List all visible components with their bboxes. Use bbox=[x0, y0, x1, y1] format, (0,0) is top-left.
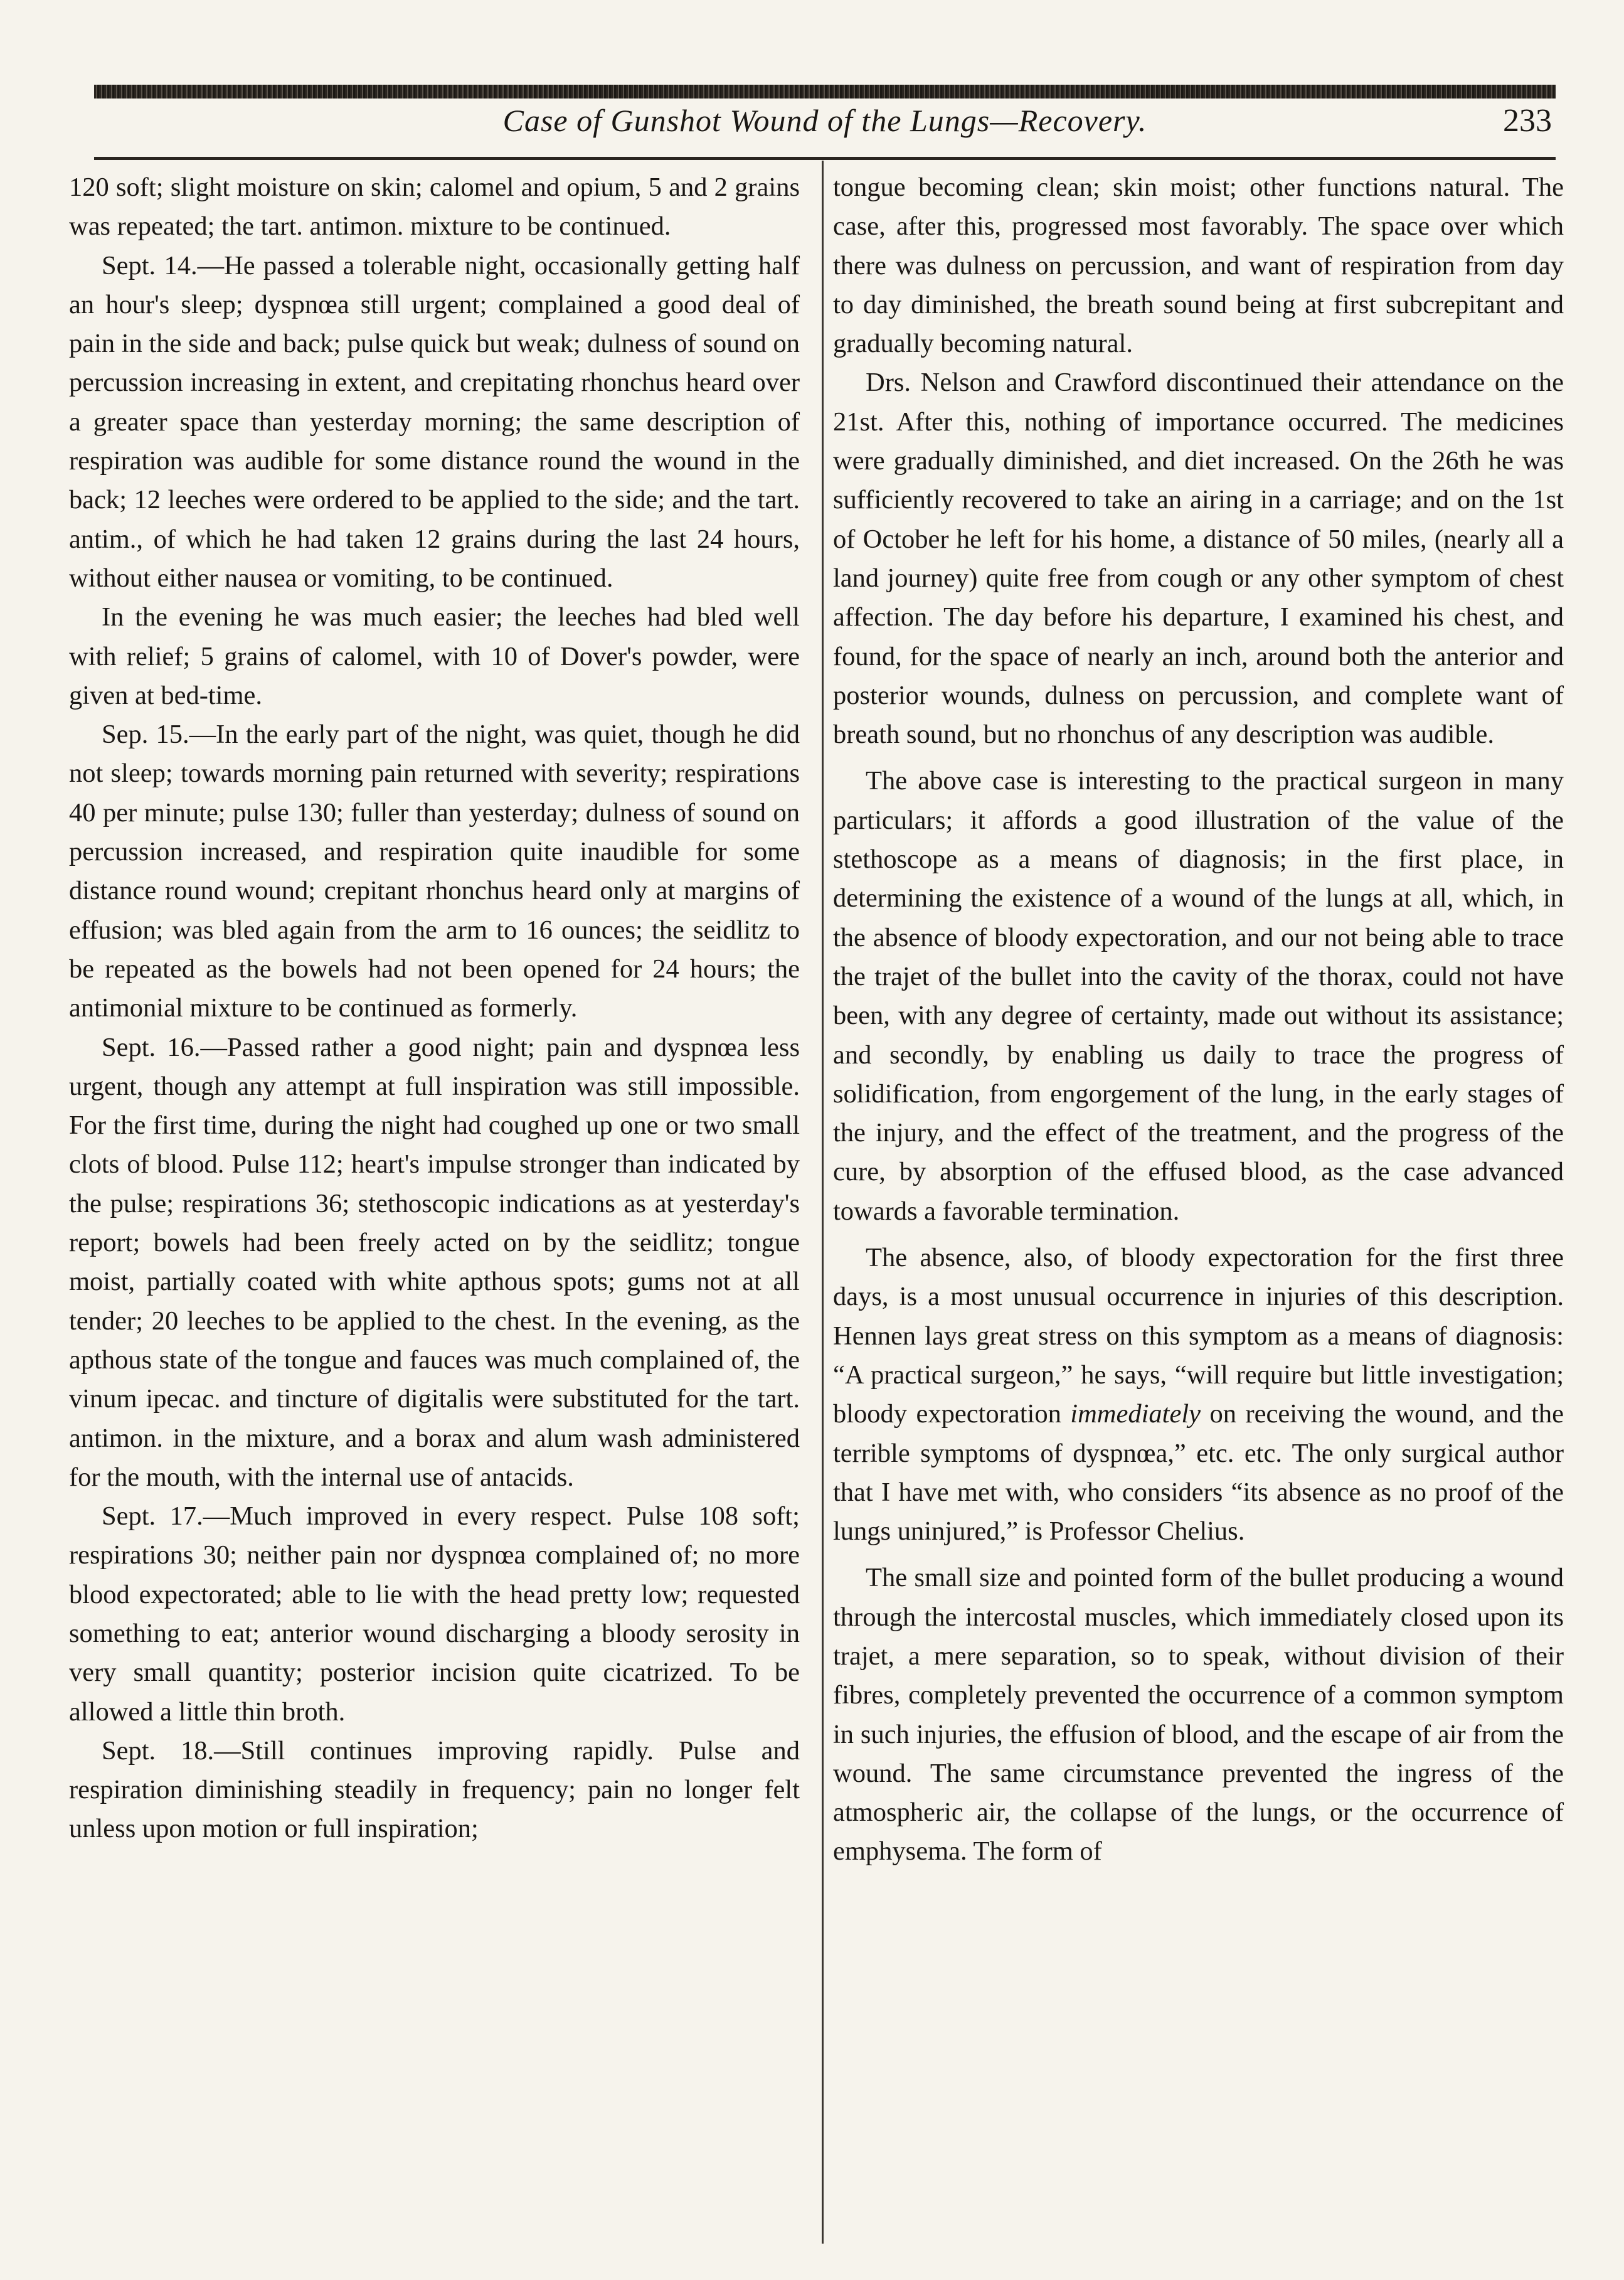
running-title: Case of Gunshot Wound of the Lungs—Recovery. bbox=[502, 103, 1147, 138]
paragraph: Sept. 14.—He passed a tolerable night, occasionally getting half an hour's sleep; dyspnœa still urgent; complained a good deal of pain in the side and back; pulse quick but weak; dulness of sound on percussion increasing in extent, and crepitating rhonchus heard over a greater space than yesterday morning; the same description of respiration was audible for some distance round the wound in the back; 12 leeches were ordered to be applied to the side; and the tart. antim., of which he had taken 12 grains during the last 24 hours, without either nausea or vomiting, to be continued. bbox=[69, 250, 800, 593]
paragraph: Sep. 15.—In the early part of the night, was quiet, though he did not sleep; towards morning pain returned with severity; respirations 40 per minute; pulse 130; fuller than yesterday; dulness of sound on percussion increased, and respiration quite inaudible for some distance round wound; crepitant rhonchus heard only at margins of effusion; was bled again from the arm to 16 ounces; the seidlitz to be repeated as the bowels had not been opened for 24 hours; the antimonial mixture to be continued as formerly. bbox=[69, 720, 800, 1023]
page-header bbox=[94, 97, 1556, 157]
page-number: 233 bbox=[1503, 103, 1552, 139]
column-divider bbox=[822, 161, 824, 2244]
paragraph: The small size and pointed form of the bullet producing a wound through the intercostal muscles, which immediately closed upon its trajet, a mere separation, so to speak, without division of their fibres, completely prevented the occurrence of a common symptom in such injuries, the effusion of blood, and the escape of air from the wound. The same circumstance prevented the ingress of the atmospheric air, the collapse of the lungs, or the occurrence of emphysema. The form of bbox=[833, 1563, 1564, 1867]
left-column bbox=[69, 168, 800, 1849]
emphasis-run: immediately bbox=[1070, 1399, 1201, 1429]
top-rule bbox=[94, 85, 1556, 99]
paragraph: The above case is interesting to the practical surgeon in many particulars; it affords a good illustration of the value of the stethoscope as a means of diagnosis; in the first place, in determining the existence of a wound of the lungs at all, which, in the absence of bloody expectoration, and our not being able to trace the trajet of the bullet into the cavity of the thorax, could not have been, with any degree of certainty, made out without its assistance; and secondly, by enabling us daily to trace the progress of solidification, from engorgement of the lung, in the early stages of the injury, and the effect of the treatment, and the progress of the cure, by absorption of the effused blood, as the case advanced towards a favorable termination. bbox=[833, 766, 1564, 1226]
paragraph: Drs. Nelson and Crawford discontinued their attendance on the 21st. After this, nothing of importance occurred. The medicines were gradually diminished, and diet increased. On the 26th he was sufficiently recovered to take an airing in a carriage; and on the 1st of October he left for his home, a distance of 50 miles, (nearly all a land journey) quite free from cough or any other symptom of chest affection. The day before his departure, I examined his chest, and found, for the space of nearly an inch, around both the anterior and posterior wounds, dulness on percussion, and complete want of breath sound, but no rhonchus of any description was audible. bbox=[833, 368, 1564, 750]
paragraph: Sept. 17.—Much improved in every respect. Pulse 108 soft; respirations 30; neither pain nor dyspnœa complained of; no more blood expectorated; able to lie with the head pretty low; requested something to eat; anterior wound discharging a bloody serosity in very small quantity; posterior incision quite cicatrized. To be allowed a little thin broth. bbox=[69, 1501, 800, 1727]
right-column bbox=[833, 168, 1564, 1872]
paragraph bbox=[833, 1239, 1564, 1551]
paragraph: 120 soft; slight moisture on skin; calomel and opium, 5 and 2 grains was repeated; the tart. antimon. mixture to be continued. bbox=[69, 173, 800, 242]
text-run: The absence, also, of bloody expectoration for the first three days, is a most unusual occurrence in injuries of this description. Hennen lays great stress on this symptom as a means of diagnosis: “A practical surgeon,” he says, “will require but little investigation; bloody expectoration bbox=[833, 1243, 1564, 1429]
paragraph: Sept. 16.—Passed rather a good night; pain and dyspnœa less urgent, though any attempt at full inspiration was still impossible. For the first time, during the night had coughed up one or two small clots of blood. Pulse 112; heart's impulse stronger than indicated by the pulse; respirations 36; stethoscopic indications as at yesterday's report; bowels had been freely acted on by the seidlitz; tongue moist, partially coated with white apthous spots; gums not at all tender; 20 leeches to be applied to the chest. In the evening, as the apthous state of the tongue and fauces was much complained of, the vinum ipecac. and tincture of digitalis were substituted for the tart. antimon. in the mixture, and a borax and alum wash administered for the mouth, with the internal use of antacids. bbox=[69, 1032, 800, 1492]
header-rule bbox=[94, 157, 1556, 160]
paragraph: Sept. 18.—Still continues improving rapidly. Pulse and respiration diminishing steadily in frequency; pain no longer felt unless upon motion or full inspiration; bbox=[69, 1735, 800, 1844]
paragraph: In the evening he was much easier; the leeches had bled well with relief; 5 grains of calomel, with 10 of Dover's powder, were given at bed-time. bbox=[69, 602, 800, 710]
paragraph: tongue becoming clean; skin moist; other functions natural. The case, after this, progressed most favorably. The space over which there was dulness on percussion, and want of respiration from day to day diminished, the breath sound being at first subcrepitant and gradually becoming natural. bbox=[833, 173, 1564, 359]
text-run: on receiving the wound, and the terrible symptoms of dyspnœa,” etc. etc. The only surgical author that I have met with, who considers “its absence as no proof of the lungs uninjured,” is Professor Chelius. bbox=[833, 1399, 1564, 1547]
